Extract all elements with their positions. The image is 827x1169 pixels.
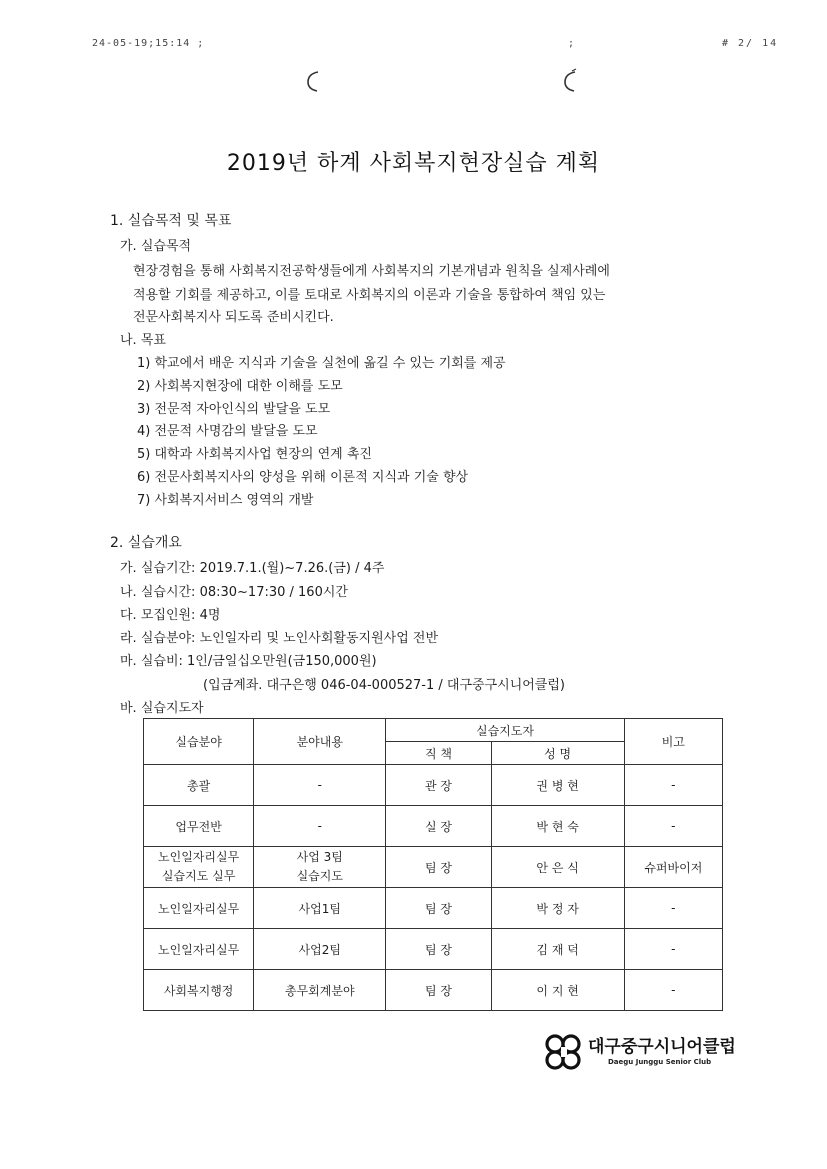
cell-note: - [624,929,722,970]
overview-item: 마. 실습비: 1인/금일십오만원(금150,000원) [120,654,377,669]
table-row [144,847,723,888]
cell-field-line: 노인일자리실무 [158,850,240,864]
header-name: 성 명 [491,742,624,765]
header-position: 직 책 [386,742,491,765]
logo-english-name: Daegu Junggu Senior Club [608,1058,712,1066]
cell-content-line: 실습지도 [296,869,343,883]
cell-note: - [624,970,722,1011]
purpose-line: 적용할 기회를 제공하고, 이를 토대로 사회복지의 이론과 기술을 통합하여 책임 있는 [133,288,606,303]
document-title: 2019년 하계 사회복지현장실습 계획 [226,151,601,176]
supervisor-table [143,718,723,1011]
cell-content: 사업1팀 [254,888,386,929]
fax-separator: ; [568,38,575,49]
section1-heading: 1. 실습목적 및 목표 [110,213,232,229]
supervisor-heading: 바. 실습지도자 [120,701,204,716]
cell-content: - [254,806,386,847]
cell-position: 팀 장 [386,847,491,888]
cell-position: 팀 장 [386,888,491,929]
table-row [144,806,723,847]
overview-item: 가. 실습기간: 2019.7.1.(월)~7.26.(금) / 4주 [120,561,385,576]
purpose-line: 전문사회복지사 되도록 준비시킨다. [133,310,334,325]
header-content: 분야내용 [254,719,386,765]
overview-item: 나. 실습시간: 08:30~17:30 / 160시간 [120,585,348,600]
cell-name: 박 현 숙 [491,806,624,847]
table-header-row [144,719,723,742]
cell-name: 박 정 자 [491,888,624,929]
cell-note: 슈퍼바이저 [624,847,722,888]
header-note: 비고 [624,719,722,765]
cell-note: - [624,888,722,929]
senior-club-logo-icon [542,1032,586,1072]
cell-field [144,847,254,888]
goal-item: 3) 전문적 자아인식의 발달을 도모 [137,402,331,417]
table-row [144,888,723,929]
purpose-heading: 가. 실습목적 [120,239,192,254]
cell-name: 권 병 현 [491,765,624,806]
section2-heading: 2. 실습개요 [110,535,182,551]
goal-item: 5) 대학과 사회복지사업 현장의 연계 촉진 [137,447,372,462]
table-row [144,970,723,1011]
cell-content: 사업2팀 [254,929,386,970]
punch-hole-mark-right [560,68,580,94]
cell-field: 노인일자리실무 [144,888,254,929]
overview-item: 다. 모집인원: 4명 [120,608,221,623]
goal-item: 6) 전문사회복지사의 양성을 위해 이론적 지식과 기술 향상 [137,470,469,485]
goal-item: 4) 전문적 사명감의 발달을 도모 [137,424,318,439]
cell-field: 총괄 [144,765,254,806]
overview-item: 라. 실습분야: 노인일자리 및 노인사회활동지원사업 전반 [120,631,439,646]
logo-name: 대구중구시니어클럽 [588,1037,736,1057]
cell-content: 총무회계분야 [254,970,386,1011]
fax-header [0,38,827,52]
cell-position: 실 장 [386,806,491,847]
table-row [144,765,723,806]
goal-item: 1) 학교에서 배운 지식과 기술을 실천에 옮길 수 있는 기회를 제공 [137,356,506,371]
cell-field: 사회복지행정 [144,970,254,1011]
cell-content-line: 사업 3팀 [296,850,343,864]
fax-timestamp: 24-05-19;15:14 ; [92,38,205,49]
header-field: 실습분야 [144,719,254,765]
goal-item: 2) 사회복지현장에 대한 이해를 도모 [137,379,343,394]
cell-position: 팀 장 [386,929,491,970]
cell-note: - [624,806,722,847]
cell-name: 안 은 식 [491,847,624,888]
cell-name: 이 지 현 [491,970,624,1011]
cell-field: 업무전반 [144,806,254,847]
cell-content: - [254,765,386,806]
cell-position: 팀 장 [386,970,491,1011]
goal-item: 7) 사회복지서비스 영역의 개발 [137,493,314,508]
cell-content [254,847,386,888]
table-row [144,929,723,970]
cell-field: 노인일자리실무 [144,929,254,970]
organization-logo [542,1028,762,1080]
goals-heading: 나. 목표 [120,333,166,348]
header-supervisor: 실습지도자 [386,719,624,742]
cell-position: 관 장 [386,765,491,806]
punch-hole-mark-left [303,68,323,94]
account-note: (입금계좌. 대구은행 046-04-000527-1 / 대구중구시니어클럽) [203,678,565,693]
fax-page-number: # 2/ 14 [722,38,779,49]
cell-field-line: 실습지도 실무 [161,869,236,883]
cell-note: - [624,765,722,806]
purpose-line: 현장경험을 통해 사회복지전공학생들에게 사회복지의 기본개념과 원칙을 실제사례에 [133,264,610,279]
cell-name: 김 재 덕 [491,929,624,970]
